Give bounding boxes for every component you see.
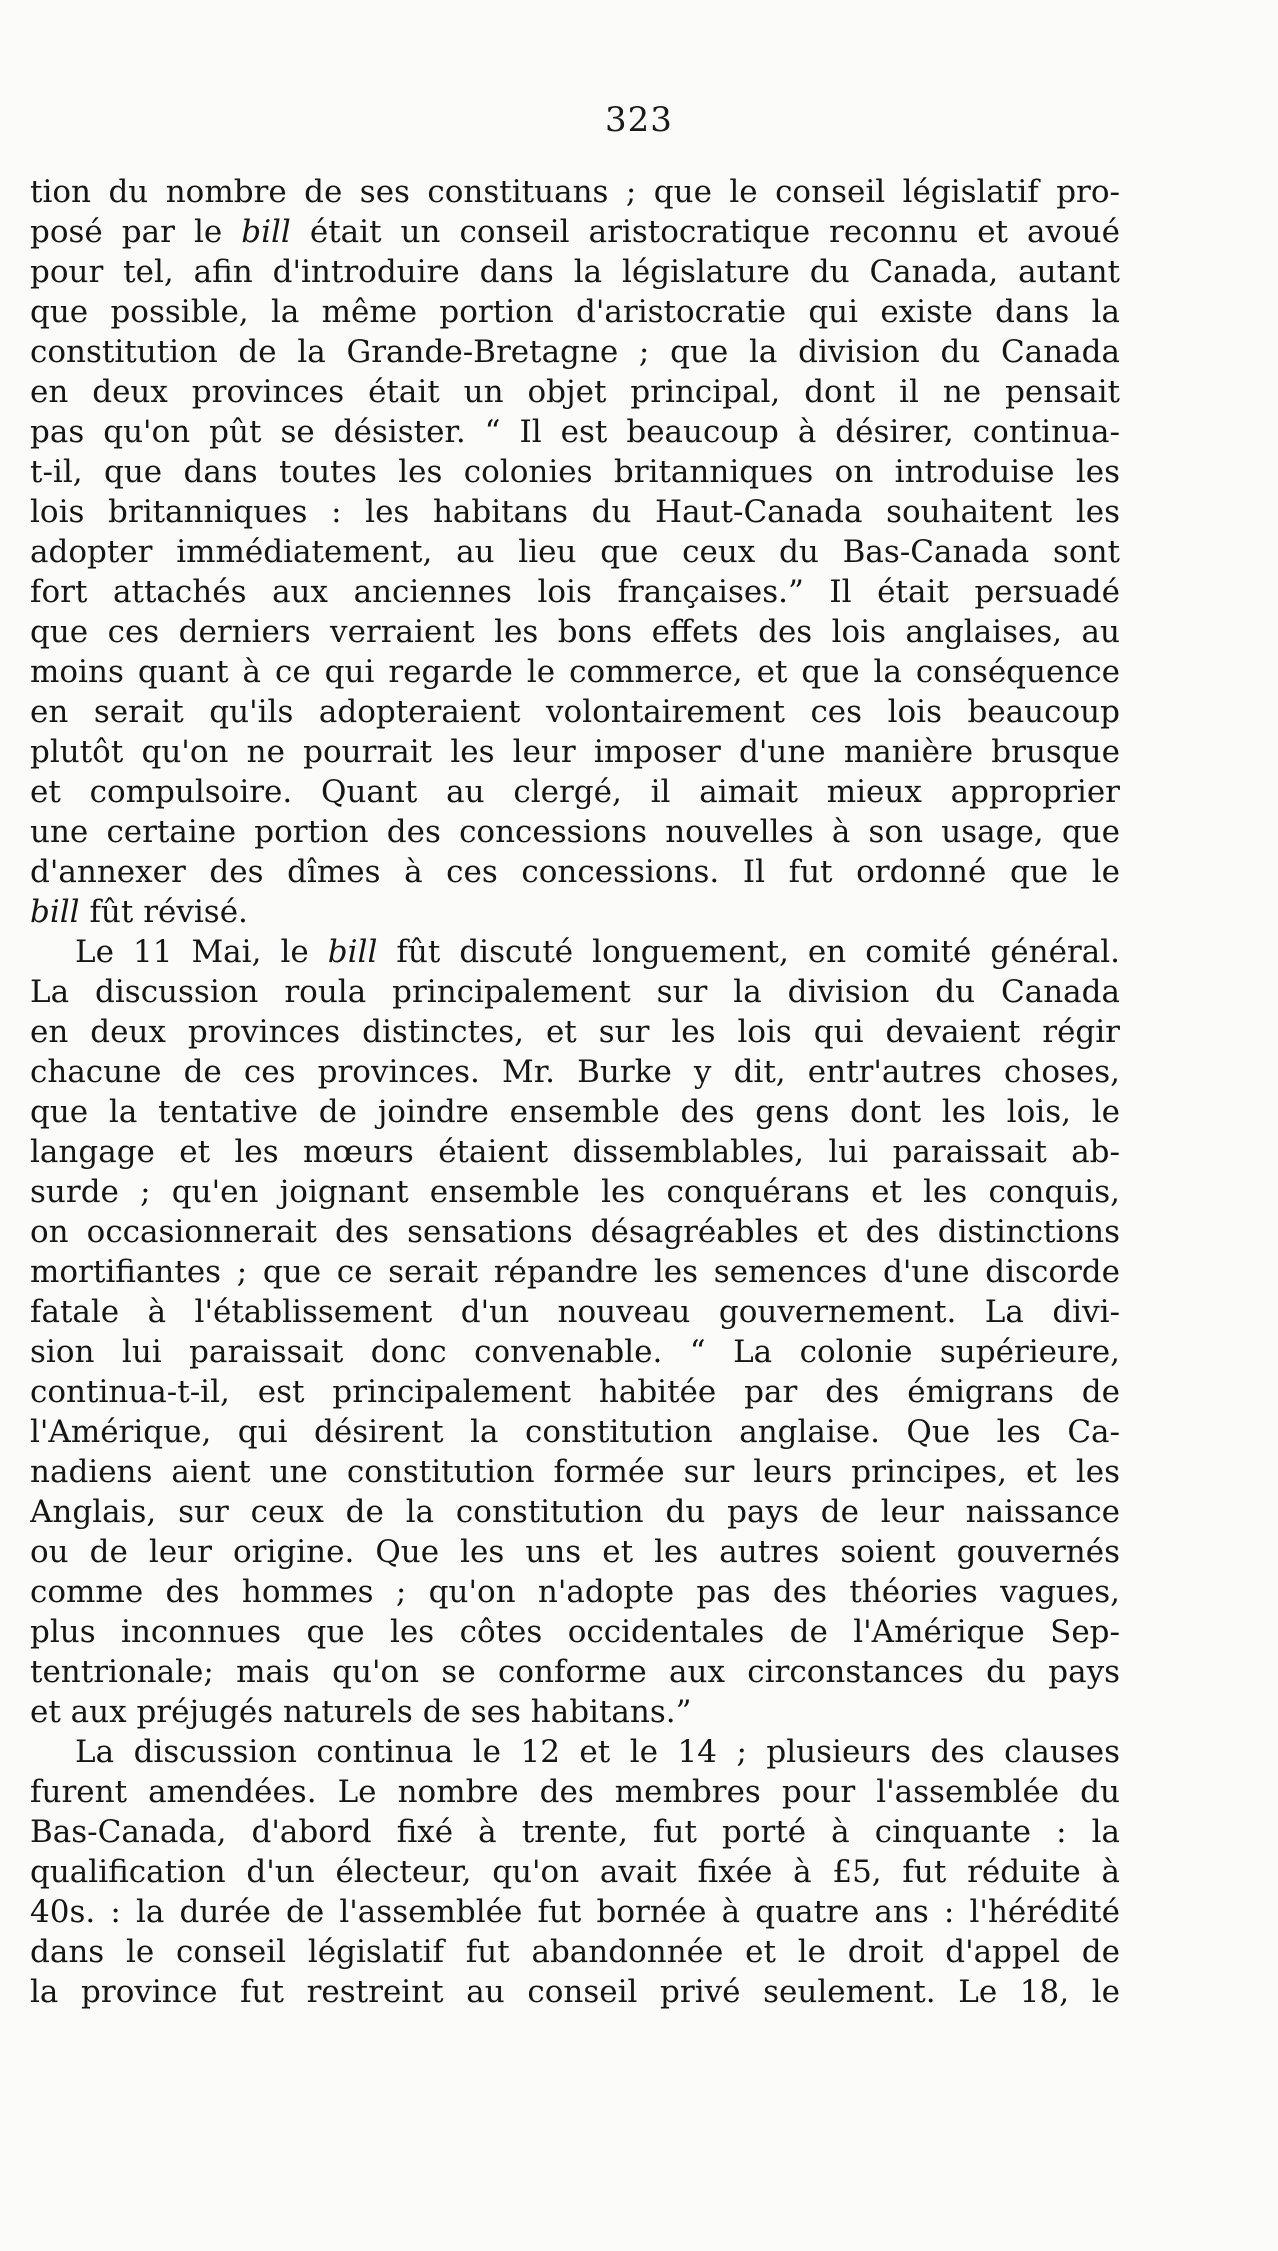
page-number: 323 xyxy=(605,100,673,140)
text-line: une certaine portion des concessions nouvelles à son usage, que xyxy=(30,814,1120,850)
text-line: la province fut restreint au conseil privé seulement. Le 18, le xyxy=(30,1974,1120,2010)
paragraph xyxy=(30,932,1120,1732)
text-line: surde ; qu'en joignant ensemble les conquérans et les conquis, xyxy=(30,1174,1120,1210)
text-line: adopter immédiatement, au lieu que ceux du Bas-Canada sont xyxy=(30,534,1120,570)
text-line: que possible, la même portion d'aristocratie qui existe dans la xyxy=(30,294,1120,330)
text-line: bill fût révisé. xyxy=(30,894,248,930)
body-text xyxy=(30,172,1120,2012)
text-line: plutôt qu'on ne pourrait les leur imposer d'une manière brusque xyxy=(30,734,1120,770)
text-line: tion du nombre de ses constituans ; que le conseil législatif pro- xyxy=(30,174,1120,210)
paragraph xyxy=(30,1732,1120,2012)
paragraph xyxy=(30,172,1120,932)
text-line: sion lui paraissait donc convenable. “ La colonie supérieure, xyxy=(30,1334,1120,1370)
text-line: posé par le bill était un conseil aristocratique reconnu et avoué xyxy=(30,214,1120,250)
text-line: en deux provinces était un objet principal, dont il ne pensait xyxy=(30,374,1120,410)
text-line: d'annexer des dîmes à ces concessions. Il fut ordonné que le xyxy=(30,854,1120,890)
text-line: en serait qu'ils adopteraient volontairement ces lois beaucoup xyxy=(30,694,1120,730)
text-line: que ces derniers verraient les bons effets des lois anglaises, au xyxy=(30,614,1120,650)
text-line: La discussion roula principalement sur la division du Canada xyxy=(30,974,1120,1010)
text-line: fort attachés aux anciennes lois françaises.” Il était persuadé xyxy=(30,574,1120,610)
text-line: continua-t-il, est principalement habitée par des émigrans de xyxy=(30,1374,1120,1410)
text-line: et aux préjugés naturels de ses habitans.” xyxy=(30,1694,692,1730)
text-line: Bas-Canada, d'abord fixé à trente, fut porté à cinquante : la xyxy=(30,1814,1120,1850)
text-line: plus inconnues que les côtes occidentales de l'Amérique Sep- xyxy=(30,1614,1120,1650)
text-line: et compulsoire. Quant au clergé, il aimait mieux approprier xyxy=(30,774,1120,810)
text-line: mortifiantes ; que ce serait répandre les semences d'une discorde xyxy=(30,1254,1120,1290)
text-line: langage et les mœurs étaient dissemblables, lui paraissait ab- xyxy=(30,1134,1120,1170)
text-line: La discussion continua le 12 et le 14 ; plusieurs des clauses xyxy=(75,1734,1120,1770)
text-line: pas qu'on pût se désister. “ Il est beaucoup à désirer, continua- xyxy=(30,414,1120,450)
text-line: 40s. : la durée de l'assemblée fut bornée à quatre ans : l'hérédité xyxy=(30,1894,1120,1930)
text-line: lois britanniques : les habitans du Haut-Canada souhaitent les xyxy=(30,494,1120,530)
text-line: dans le conseil législatif fut abandonnée et le droit d'appel de xyxy=(30,1934,1120,1970)
text-line: chacune de ces provinces. Mr. Burke y dit, entr'autres choses, xyxy=(30,1054,1120,1090)
text-line: pour tel, afin d'introduire dans la législature du Canada, autant xyxy=(30,254,1120,290)
text-line: moins quant à ce qui regarde le commerce, et que la conséquence xyxy=(30,654,1120,690)
text-line: qualification d'un électeur, qu'on avait fixée à £5, fut réduite à xyxy=(30,1854,1120,1890)
text-line: furent amendées. Le nombre des membres pour l'assemblée du xyxy=(30,1774,1120,1810)
text-line: on occasionnerait des sensations désagréables et des distinctions xyxy=(30,1214,1120,1250)
text-line: comme des hommes ; qu'on n'adopte pas des théories vagues, xyxy=(30,1574,1120,1610)
text-line: Anglais, sur ceux de la constitution du pays de leur naissance xyxy=(30,1494,1120,1530)
text-line: Le 11 Mai, le bill fût discuté longuement, en comité général. xyxy=(75,934,1120,970)
text-line: en deux provinces distinctes, et sur les lois qui devaient régir xyxy=(30,1014,1120,1050)
text-line: l'Amérique, qui désirent la constitution anglaise. Que les Ca- xyxy=(30,1414,1120,1450)
text-line: que la tentative de joindre ensemble des gens dont les lois, le xyxy=(30,1094,1120,1130)
text-line: fatale à l'établissement d'un nouveau gouvernement. La divi- xyxy=(30,1294,1120,1330)
text-line: tentrionale; mais qu'on se conforme aux circonstances du pays xyxy=(30,1654,1120,1690)
text-line: ou de leur origine. Que les uns et les autres soient gouvernés xyxy=(30,1534,1120,1570)
text-line: t-il, que dans toutes les colonies britanniques on introduise les xyxy=(30,454,1120,490)
text-line: nadiens aient une constitution formée sur leurs principes, et les xyxy=(30,1454,1120,1490)
text-line: constitution de la Grande-Bretagne ; que la division du Canada xyxy=(30,334,1120,370)
